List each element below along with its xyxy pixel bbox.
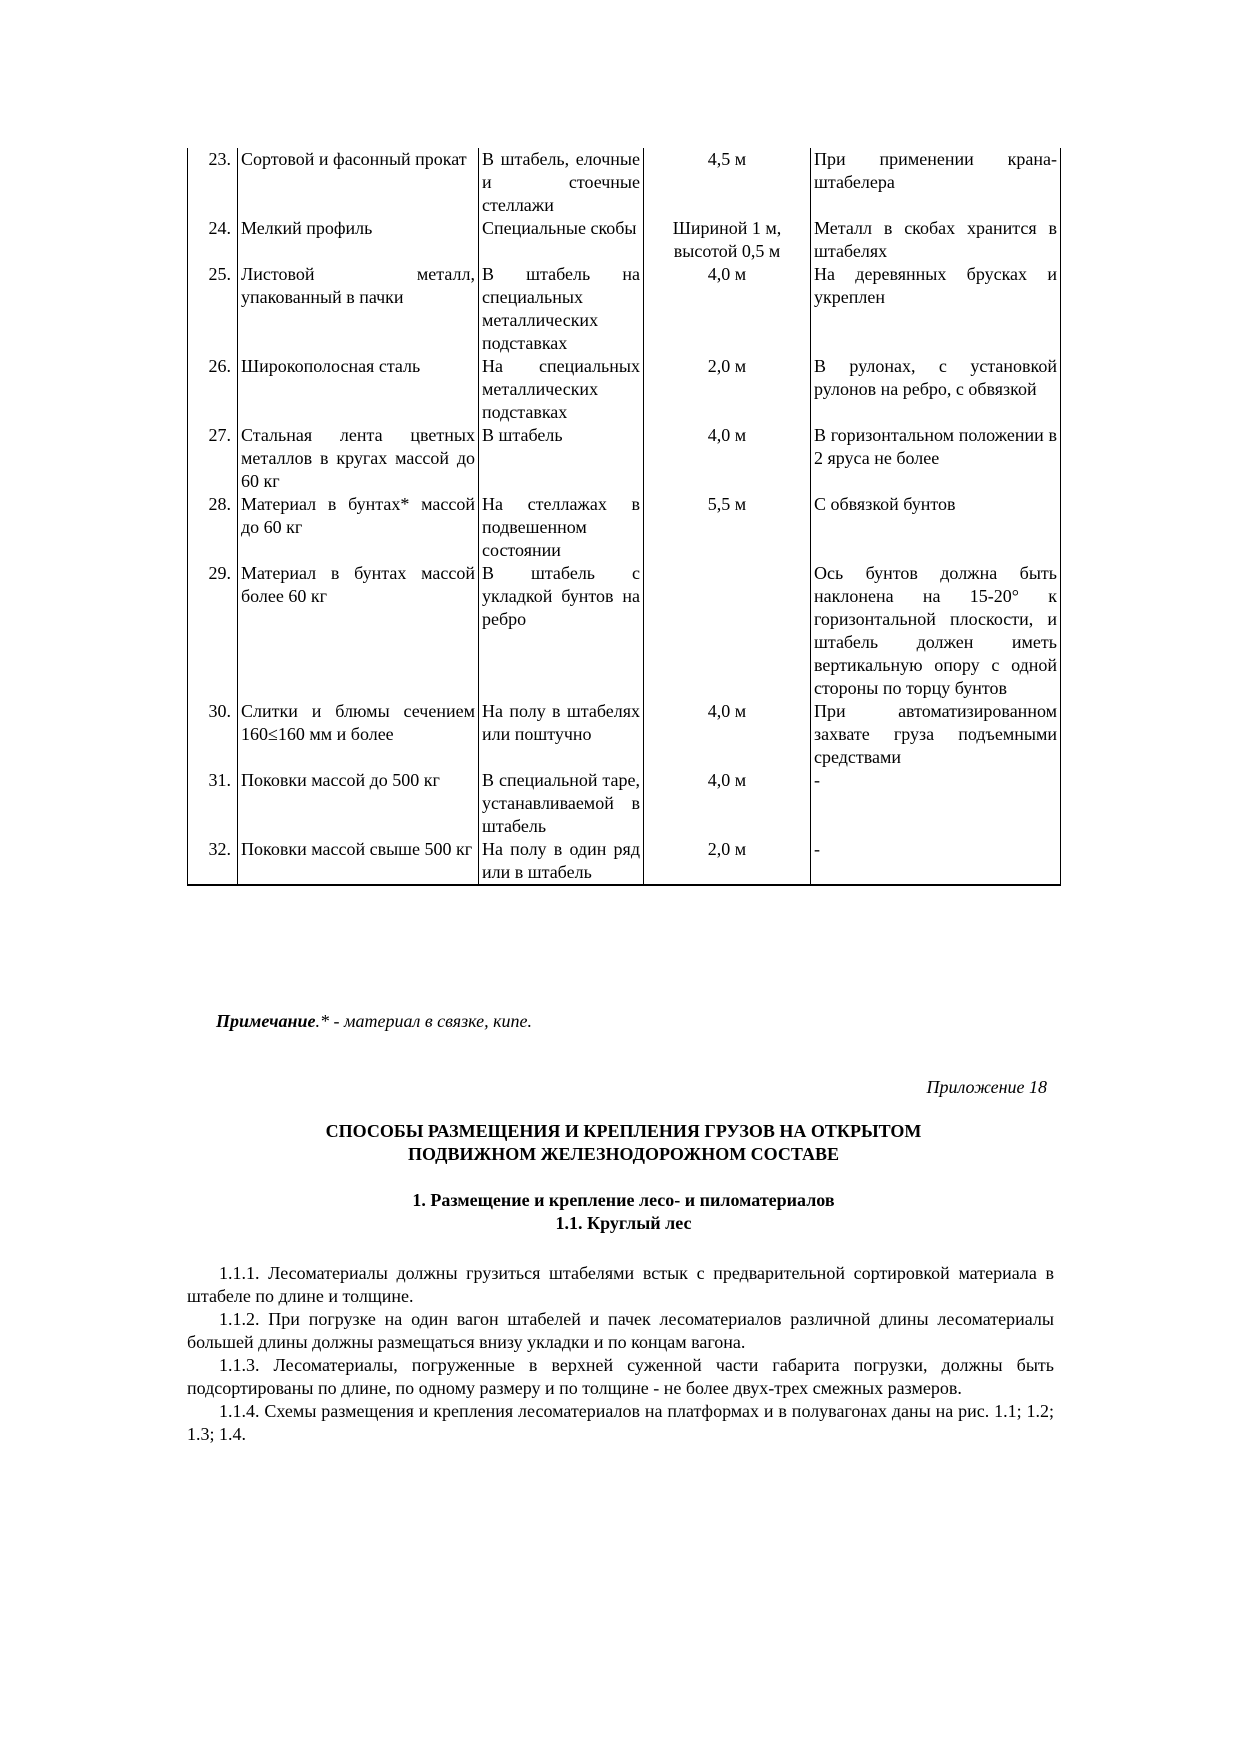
material-name-cell: Листовой металл, упакованный в пачки (238, 263, 479, 355)
table-row (188, 700, 1061, 769)
material-name-cell: Материал в бунтах массой более 60 кг (238, 562, 479, 700)
material-name-cell: Поковки массой свыше 500 кг (238, 838, 479, 885)
storage-note-cell: Металл в скобах хранится в штабелях (811, 217, 1061, 263)
row-number-cell: 23. (188, 148, 238, 217)
row-number-cell: 30. (188, 700, 238, 769)
table-row (188, 562, 1061, 700)
table-row (188, 769, 1061, 838)
paragraph: 1.1.3. Лесоматериалы, погруженные в верхней суженной части габарита погрузки, должны быть подсортированы по длине, по одному размеру и по толщине - не более двух-трех смежных размеров. (187, 1355, 1054, 1398)
storage-method-cell: Специальные скобы (479, 217, 644, 263)
row-number-cell: 26. (188, 355, 238, 424)
storage-method-cell: На полу в штабелях или поштучно (479, 700, 644, 769)
material-name-cell: Сортовой и фасонный прокат (238, 148, 479, 217)
document-title-line-2: ПОДВИЖНОМ ЖЕЛЕЗНОДОРОЖНОМ СОСТАВЕ (407, 1144, 840, 1164)
storage-note-cell: В рулонах, с установкой рулонов на ребро, с обвязкой (811, 355, 1061, 424)
table-footnote (216, 1010, 532, 1033)
storage-note-cell: На деревянных брусках и укреплен (811, 263, 1061, 355)
row-number-cell: 32. (188, 838, 238, 885)
storage-note-cell: В горизонтальном положении в 2 яруса не более (811, 424, 1061, 493)
storage-method-cell: На специальных металлических подставках (479, 355, 644, 424)
stack-height-cell: 2,0 м (644, 355, 811, 424)
stack-height-cell: 5,5 м (644, 493, 811, 562)
stack-height-cell: 4,0 м (644, 769, 811, 838)
storage-table (187, 148, 1061, 886)
material-name-cell: Стальная лента цветных металлов в кругах массой до 60 кг (238, 424, 479, 493)
storage-method-cell: В штабель (479, 424, 644, 493)
storage-note-cell: При автоматизированном захвате груза подъемными средствами (811, 700, 1061, 769)
row-number-cell: 31. (188, 769, 238, 838)
storage-note-cell: С обвязкой бунтов (811, 493, 1061, 562)
storage-method-cell: В штабель на специальных металлических подставках (479, 263, 644, 355)
row-number-cell: 25. (188, 263, 238, 355)
table-row (188, 217, 1061, 263)
document-title-line-1: СПОСОБЫ РАЗМЕЩЕНИЯ И КРЕПЛЕНИЯ ГРУЗОВ НА ОТКРЫТОМ (325, 1121, 922, 1141)
table-row (188, 148, 1061, 217)
table-row (188, 424, 1061, 493)
stack-height-cell: Шириной 1 м, высотой 0,5 м (644, 217, 811, 263)
note-label: Примечание (216, 1011, 316, 1031)
material-name-cell: Материал в бунтах* массой до 60 кг (238, 493, 479, 562)
note-text: .* - материал в связке, кипе. (315, 1011, 533, 1031)
table-row (188, 838, 1061, 885)
paragraph: 1.1.4. Схемы размещения и крепления лесоматериалов на платформах и в полувагонах даны на рис. 1.1; 1.2; 1.3; 1.4. (187, 1401, 1054, 1444)
stack-height-cell: 4,5 м (644, 148, 811, 217)
storage-method-cell: На полу в один ряд или в штабель (479, 838, 644, 885)
stack-height-cell: 4,0 м (644, 700, 811, 769)
stack-height-cell: 4,0 м (644, 263, 811, 355)
material-name-cell: Мелкий профиль (238, 217, 479, 263)
paragraph: 1.1.2. При погрузке на один вагон штабелей и пачек лесоматериалов различной длины лесоматериалы большей длины должны размещаться внизу укладки и по концам вагона. (187, 1309, 1054, 1352)
storage-note-cell: Ось бунтов должна быть наклонена на 15-20° к горизонтальной плоскости, и штабель должен иметь вертикальную опору с одной стороны по торцу бунтов (811, 562, 1061, 700)
material-name-cell: Широкополосная сталь (238, 355, 479, 424)
storage-method-cell: В штабель с укладкой бунтов на ребро (479, 562, 644, 700)
table-row (188, 493, 1061, 562)
row-number-cell: 28. (188, 493, 238, 562)
appendix-label: Приложение 18 (926, 1077, 1047, 1097)
storage-method-cell: В специальной таре, устанавливаемой в штабель (479, 769, 644, 838)
storage-method-cell: В штабель, елочные и стоечные стеллажи (479, 148, 644, 217)
storage-note-cell: - (811, 838, 1061, 885)
stack-height-cell (644, 562, 811, 700)
storage-note-cell: При применении крана-штабелера (811, 148, 1061, 217)
table-row (188, 355, 1061, 424)
storage-note-cell: - (811, 769, 1061, 838)
subsection-heading: 1.1. Круглый лес (555, 1213, 692, 1233)
storage-method-cell: На стеллажах в подвешенном состоянии (479, 493, 644, 562)
body-text (187, 1262, 1054, 1446)
material-name-cell: Поковки массой до 500 кг (238, 769, 479, 838)
stack-height-cell: 4,0 м (644, 424, 811, 493)
section-heading: 1. Размещение и крепление лесо- и пиломатериалов (412, 1190, 835, 1210)
row-number-cell: 29. (188, 562, 238, 700)
table-row (188, 263, 1061, 355)
paragraph: 1.1.1. Лесоматериалы должны грузиться штабелями встык с предварительной сортировкой материала в штабеле по длине и толщине. (187, 1263, 1054, 1306)
stack-height-cell: 2,0 м (644, 838, 811, 885)
row-number-cell: 27. (188, 424, 238, 493)
material-name-cell: Слитки и блюмы сечением 160≤160 мм и более (238, 700, 479, 769)
row-number-cell: 24. (188, 217, 238, 263)
